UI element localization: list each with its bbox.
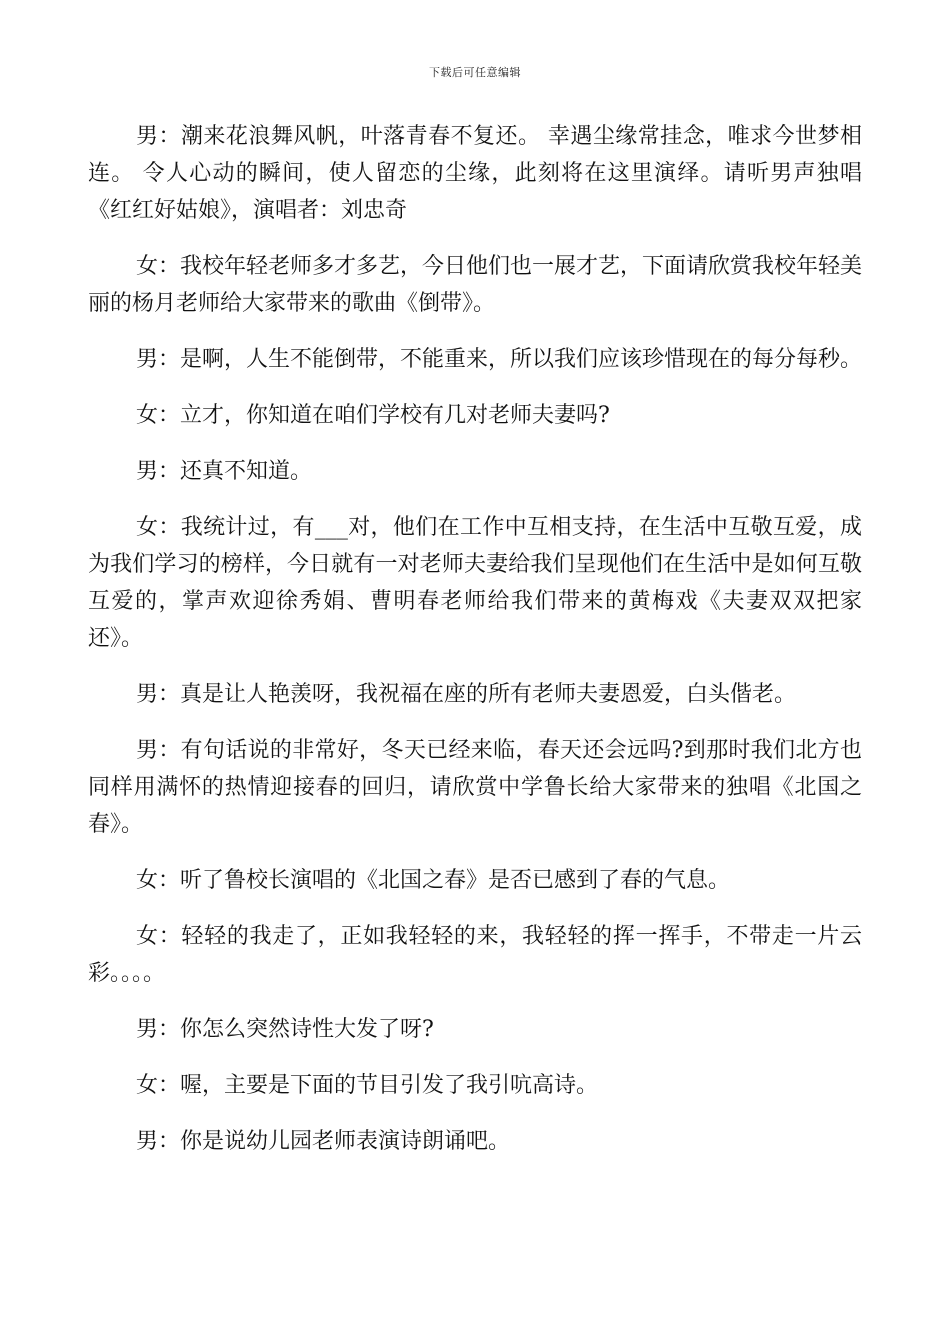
paragraph-1: 男：潮来花浪舞风帆，叶落青春不复还。 幸遇尘缘常挂念，唯求今世梦相连。 令人心动的瞬间，使人留恋的尘缘，此刻将在这里演绎。请听男声独唱《红红好姑娘》，演唱者：刘忠奇 [88,124,862,223]
document-body [88,118,862,1179]
paragraph-13: 男：你是说幼儿园老师表演诗朗诵吧。 [136,1129,511,1154]
paragraph-10: 女：轻轻的我走了，正如我轻轻的来，我轻轻的挥一挥手，不带走一片云彩。。。。 [88,924,862,986]
paragraph-7: 男：真是让人艳羡呀，我祝福在座的所有老师夫妻恩爱，白头偕老。 [136,682,797,707]
paragraph-3: 男：是啊，人生不能倒带，不能重来，所以我们应该珍惜现在的每分每秒。 [136,347,863,372]
paragraph-11: 男：你怎么突然诗性大发了呀? [136,1017,434,1042]
paragraph-4: 女：立才，你知道在咱们学校有几对老师夫妻吗? [136,403,610,428]
page-header: 下载后可任意编辑 [429,66,521,79]
paragraph-8: 男：有句话说的非常好，冬天已经来临，春天还会远吗?到那时我们北方也同样用满怀的热情迎接春的回归，请欣赏中学鲁长给大家带来的独唱《北国之春》。 [88,738,862,837]
paragraph-5: 男：还真不知道。 [136,459,313,484]
paragraph-12: 女：喔，主要是下面的节目引发了我引吭高诗。 [136,1073,599,1098]
paragraph-6: 女：我统计过，有___对，他们在工作中互相支持，在生活中互敬互爱，成为我们学习的榜样，今日就有一对老师夫妻给我们呈现他们在生活中是如何互敬互爱的，掌声欢迎徐秀娟、曹明春老师给我们带来的黄梅戏《夫妻双双把家还》。 [88,515,862,651]
paragraph-2: 女：我校年轻老师多才多艺，今日他们也一展才艺，下面请欣赏我校年轻美丽的杨月老师给大家带来的歌曲《倒带》。 [88,254,863,316]
paragraph-9: 女：听了鲁校长演唱的《北国之春》是否已感到了春的气息。 [136,868,731,893]
